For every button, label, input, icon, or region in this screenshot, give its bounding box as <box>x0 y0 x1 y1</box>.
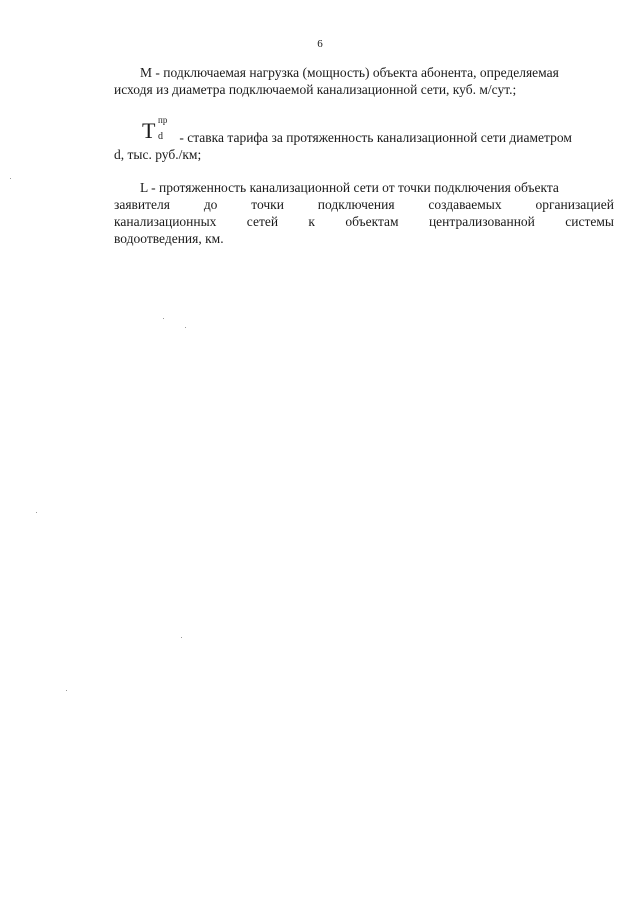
m-definition-text-1: М - подключаемая нагрузка (мощность) объекта абонента, определяемая <box>140 65 559 80</box>
paragraph-tariff-definition <box>114 115 616 163</box>
tariff-symbol-subscript: d <box>158 131 163 142</box>
tariff-definition-line-1 <box>142 116 616 146</box>
m-definition-line-2: исходя из диаметра подключаемой канализационной сети, куб. м/сут.; <box>114 82 517 97</box>
l-definition-line-4: водоотведения, км. <box>114 231 224 246</box>
page-number: 6 <box>317 38 323 50</box>
tariff-definition-text-1: - ставка тарифа за протяженность канализационной сети диаметром <box>176 130 572 145</box>
l-word: до <box>203 197 218 212</box>
l-word: заявителя <box>114 197 170 212</box>
scan-speck <box>36 512 37 513</box>
scan-speck <box>10 178 11 179</box>
l-word: к <box>308 214 315 229</box>
tariff-symbol <box>142 116 176 146</box>
l-word: канализационных <box>114 214 217 229</box>
l-word: подключения <box>317 197 395 212</box>
l-word: централизованной <box>428 214 535 229</box>
l-word: системы <box>565 214 614 229</box>
tariff-symbol-base: Т <box>142 118 156 143</box>
l-word: объектам <box>345 214 399 229</box>
m-definition-line-1 <box>114 64 614 81</box>
scan-speck <box>181 637 182 638</box>
l-word: создаваемых <box>428 197 502 212</box>
l-word: точки <box>251 197 284 212</box>
l-definition-line-2 <box>114 196 614 213</box>
scan-speck <box>163 318 164 319</box>
scan-speck <box>66 690 67 691</box>
paragraph-l-definition <box>114 179 614 247</box>
paragraph-m-definition <box>114 64 614 98</box>
tariff-definition-line-2: d, тыс. руб./км; <box>114 147 202 162</box>
l-definition-line-3 <box>114 213 614 230</box>
l-word: сетей <box>246 214 279 229</box>
tariff-symbol-superscript: пр <box>158 115 168 125</box>
scan-speck <box>185 327 186 328</box>
l-definition-text-1: L - протяженность канализационной сети от точки подключения объекта <box>140 180 559 195</box>
l-definition-line-1 <box>114 179 614 196</box>
l-word: организацией <box>535 197 614 212</box>
